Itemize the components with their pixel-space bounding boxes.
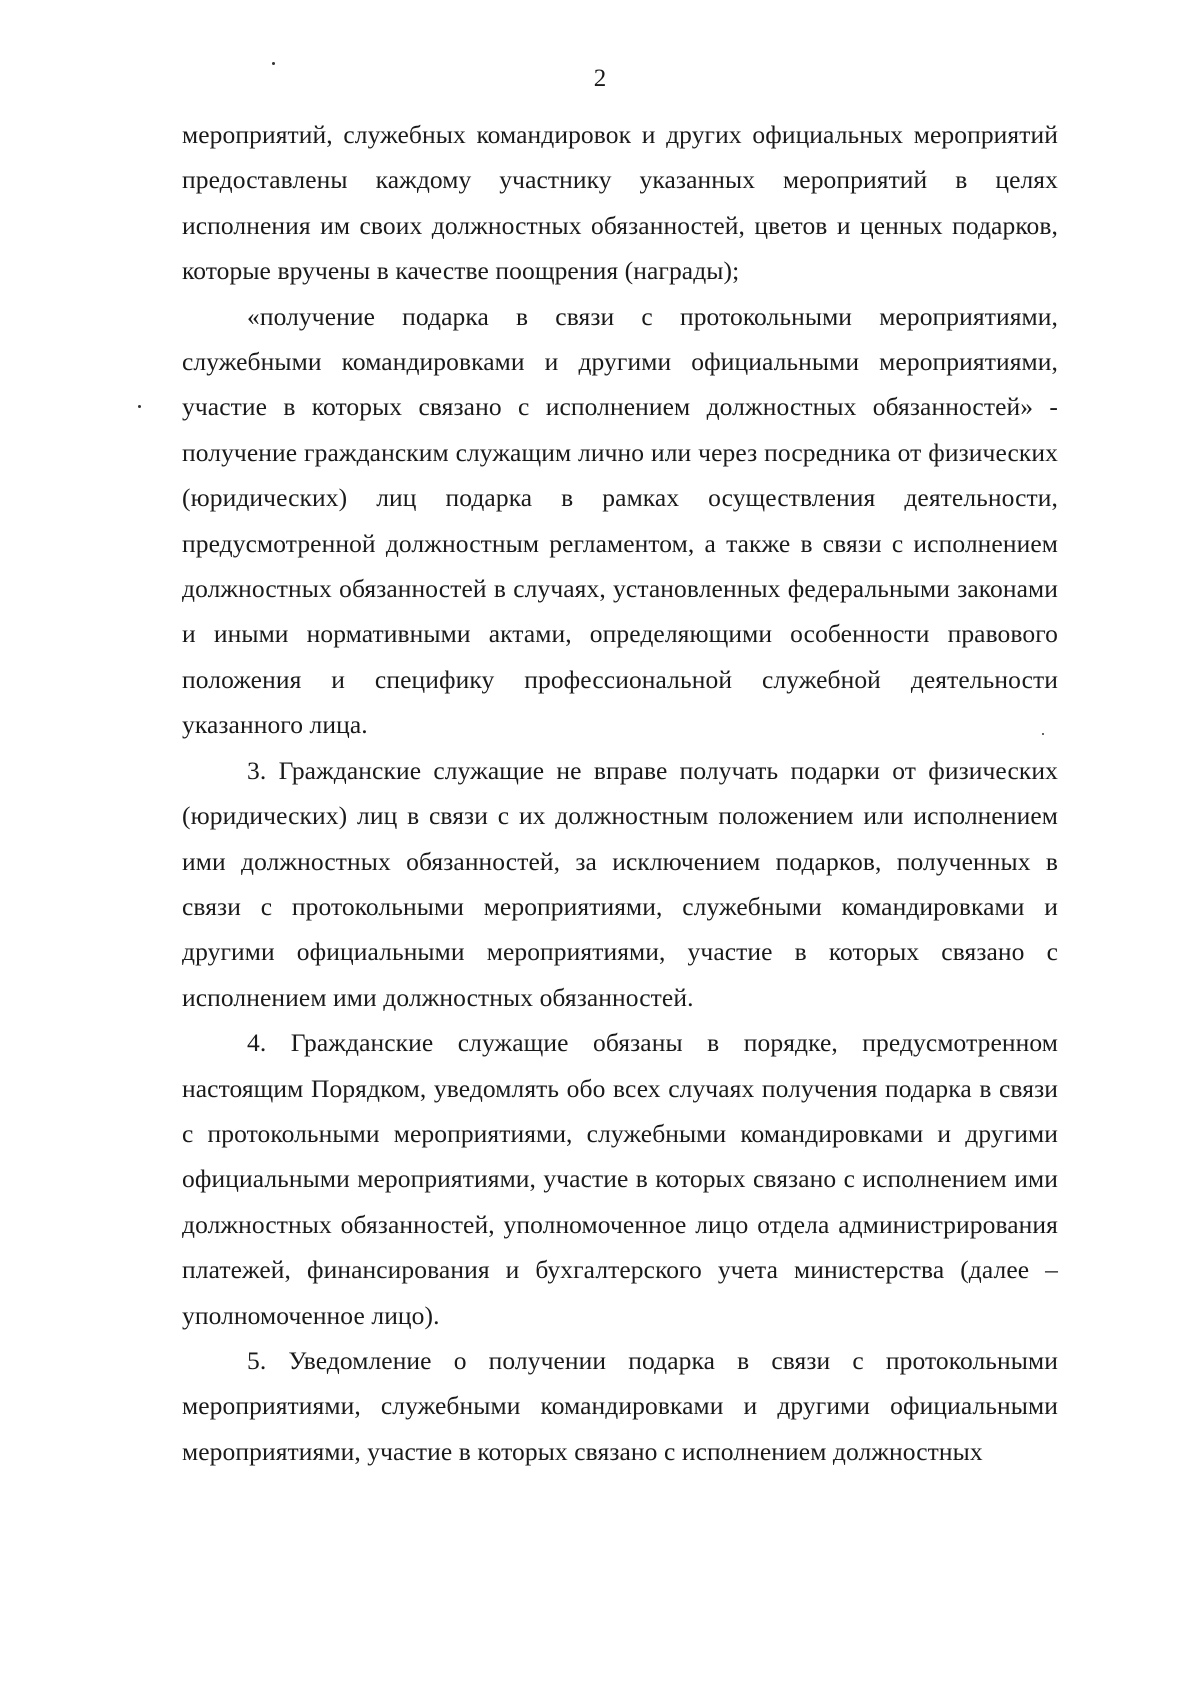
scan-speck — [138, 405, 141, 408]
document-body — [182, 112, 1058, 1474]
scan-speck — [272, 62, 275, 65]
paragraph-definition: «получение подарка в связи с протокольными мероприятиями, служебными командировками и другими официальными мероприятиями, участие в которых связано с исполнением должностных обязанностей» - получение гражданским служащим лично или через посредника от физических (юридических) лиц подарка в рамках осуществления деятельности, предусмотренной должностным регламентом, а также в связи с исполнением должностных обязанностей в случаях, установленных федеральными законами и иными нормативными актами, определяющими особенности правового положения и специфику профессиональной служебной деятельности указанного лица. — [182, 301, 1058, 740]
paragraph-item-4: 4. Гражданские служащие обязаны в порядке, предусмотренном настоящим Порядком, уведомлять обо всех случаях получения подарка в связи с протокольными мероприятиями, служебными командировками и другими официальными мероприятиями, участие в которых связано с исполнением ими должностных обязанностей, уполномоченное лицо отдела администрирования платежей, финансирования и бухгалтерского учета министерства (далее – уполномоченное лицо). — [182, 1028, 1058, 1330]
paragraph-continuation: мероприятий, служебных командировок и других официальных мероприятий предоставлены каждому участнику указанных мероприятий в целях исполнения им своих должностных обязанностей, цветов и ценных подарков, которые вручены в качестве поощрения (награды); — [182, 120, 1058, 286]
page-number: 2 — [593, 65, 607, 92]
paragraph-item-5: 5. Уведомление о получении подарка в связи с протокольными мероприятиями, служебными командировками и другими официальными мероприятиями, участие в которых связано с исполнением должностных — [182, 1345, 1058, 1466]
paragraph-item-3: 3. Гражданские служащие не вправе получать подарки от физических (юридических) лиц в связи с их должностным положением или исполнением ими должностных обязанностей, за исключением подарков, полученных в связи с протокольными мероприятиями, служебными командировками и другими официальными мероприятиями, участие в которых связано с исполнением ими должностных обязанностей. — [182, 755, 1058, 1012]
